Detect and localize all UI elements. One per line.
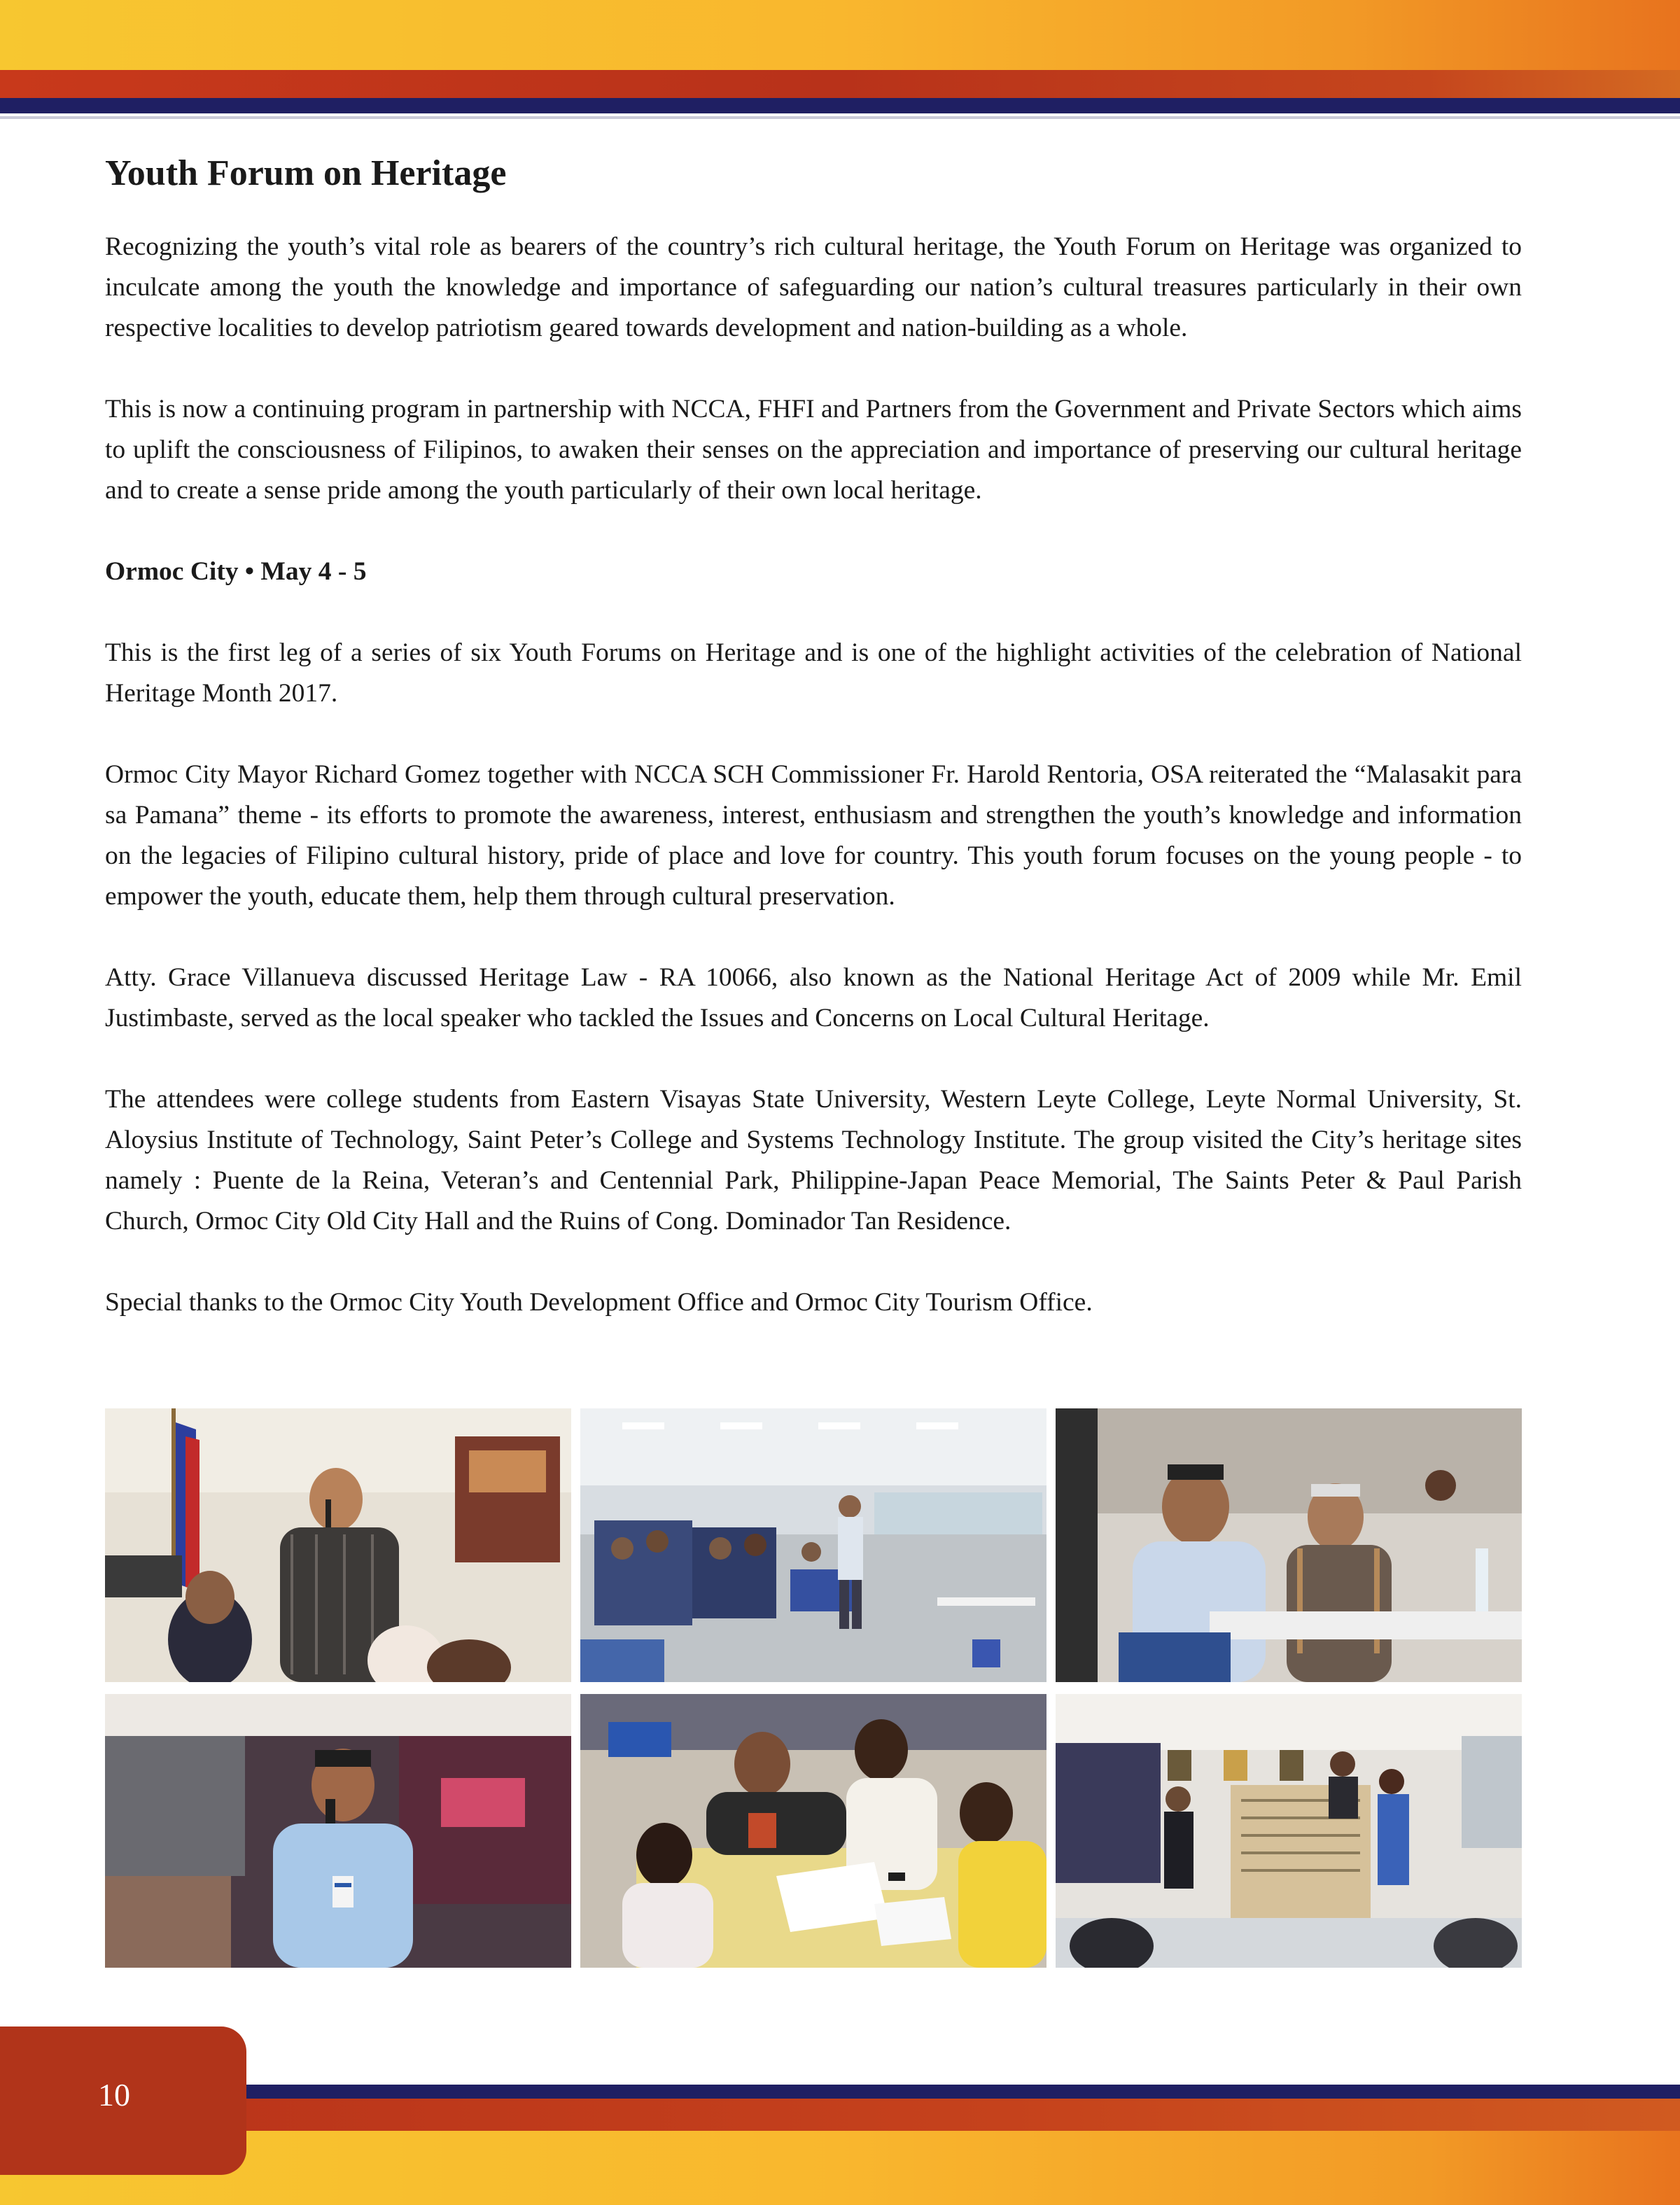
paragraph-intro: Recognizing the youth’s vital role as bearers of the country’s rich cultural heritage, the Youth Forum on Heritage was organized to inculcate among the youth the knowledge and importance of safeguarding our nation’s cultural treasures particularly in their own respective localities to develop patriotism geared towards development and nation-building as a whole. — [105, 232, 1522, 342]
top-banner-navy-stripe — [0, 98, 1680, 113]
photo-group-presentation — [1056, 1694, 1522, 1968]
photo-grid — [105, 1408, 1522, 1968]
photo-hall-audience — [580, 1408, 1046, 1682]
bottom-banner — [0, 2072, 1680, 2205]
photo-speaker-with-flag — [105, 1408, 571, 1682]
top-banner-red-stripe — [0, 70, 1680, 98]
bottom-banner-red-stripe — [0, 2099, 1680, 2131]
top-banner-gold-stripe — [0, 0, 1680, 70]
photo-speaker-malasakit-banner — [105, 1694, 571, 1968]
page-title: Youth Forum on Heritage — [105, 153, 507, 193]
photo-students-group-work — [580, 1694, 1046, 1968]
section-subhead: Ormoc City • May 4 - 5 — [105, 557, 367, 586]
paragraph-attendees: The attendees were college students from Eastern Visayas State University, Western Leyte College, Leyte Normal University, St. Aloysius Institute of Technology, Saint Peter’s College and Systems Technology Institute. The group visited the City’s heritage sites namely : Puente de la Reina, Veteran’s and Centennial Park, Philippine-Japan Peace Memorial, The Saints Peter & Paul Parish Church, Ormoc City Old City Hall and the Ruins of Cong. Dominador Tan Residence. — [105, 1085, 1522, 1236]
bottom-banner-navy-stripe — [0, 2085, 1680, 2099]
paragraph-thanks: Special thanks to the Ormoc City Youth Development Office and Ormoc City Tourism Office. — [105, 1288, 1093, 1317]
photo-two-guests-seated — [1056, 1408, 1522, 1682]
article — [105, 150, 1522, 1323]
paragraph-mayor: Ormoc City Mayor Richard Gomez together with NCCA SCH Commissioner Fr. Harold Rentoria, OSA reiterated the “Malasakit para sa Pamana” theme - its efforts to promote the awareness, interest, enthusiasm and strengthen the youth’s knowledge and information on the legacies of Filipino cultural history, pride of place and love for country. This youth forum focuses on the young people - to empower the youth, educate them, help them through cultural preservation. — [105, 760, 1522, 911]
page-number: 10 — [98, 2077, 130, 2113]
paragraph-speakers: Atty. Grace Villanueva discussed Heritage Law - RA 10066, also known as the National Heritage Act of 2009 while Mr. Emil Justimbaste, served as the local speaker who tackled the Issues and Concerns on Local Cultural Heritage. — [105, 963, 1522, 1032]
paragraph-first-leg: This is the first leg of a series of six Youth Forums on Heritage and is one of the highlight activities of the celebration of National Heritage Month 2017. — [105, 638, 1522, 708]
bottom-banner-gold-stripe — [0, 2131, 1680, 2205]
top-banner-thin-line — [0, 116, 1680, 119]
paragraph-program: This is now a continuing program in partnership with NCCA, FHFI and Partners from the Government and Private Sectors which aims to uplift the consciousness of Filipinos, to awaken their senses on the appreciation and importance of preserving our cultural heritage and to create a sense pride among the youth particularly of their own local heritage. — [105, 395, 1522, 505]
top-banner — [0, 0, 1680, 119]
